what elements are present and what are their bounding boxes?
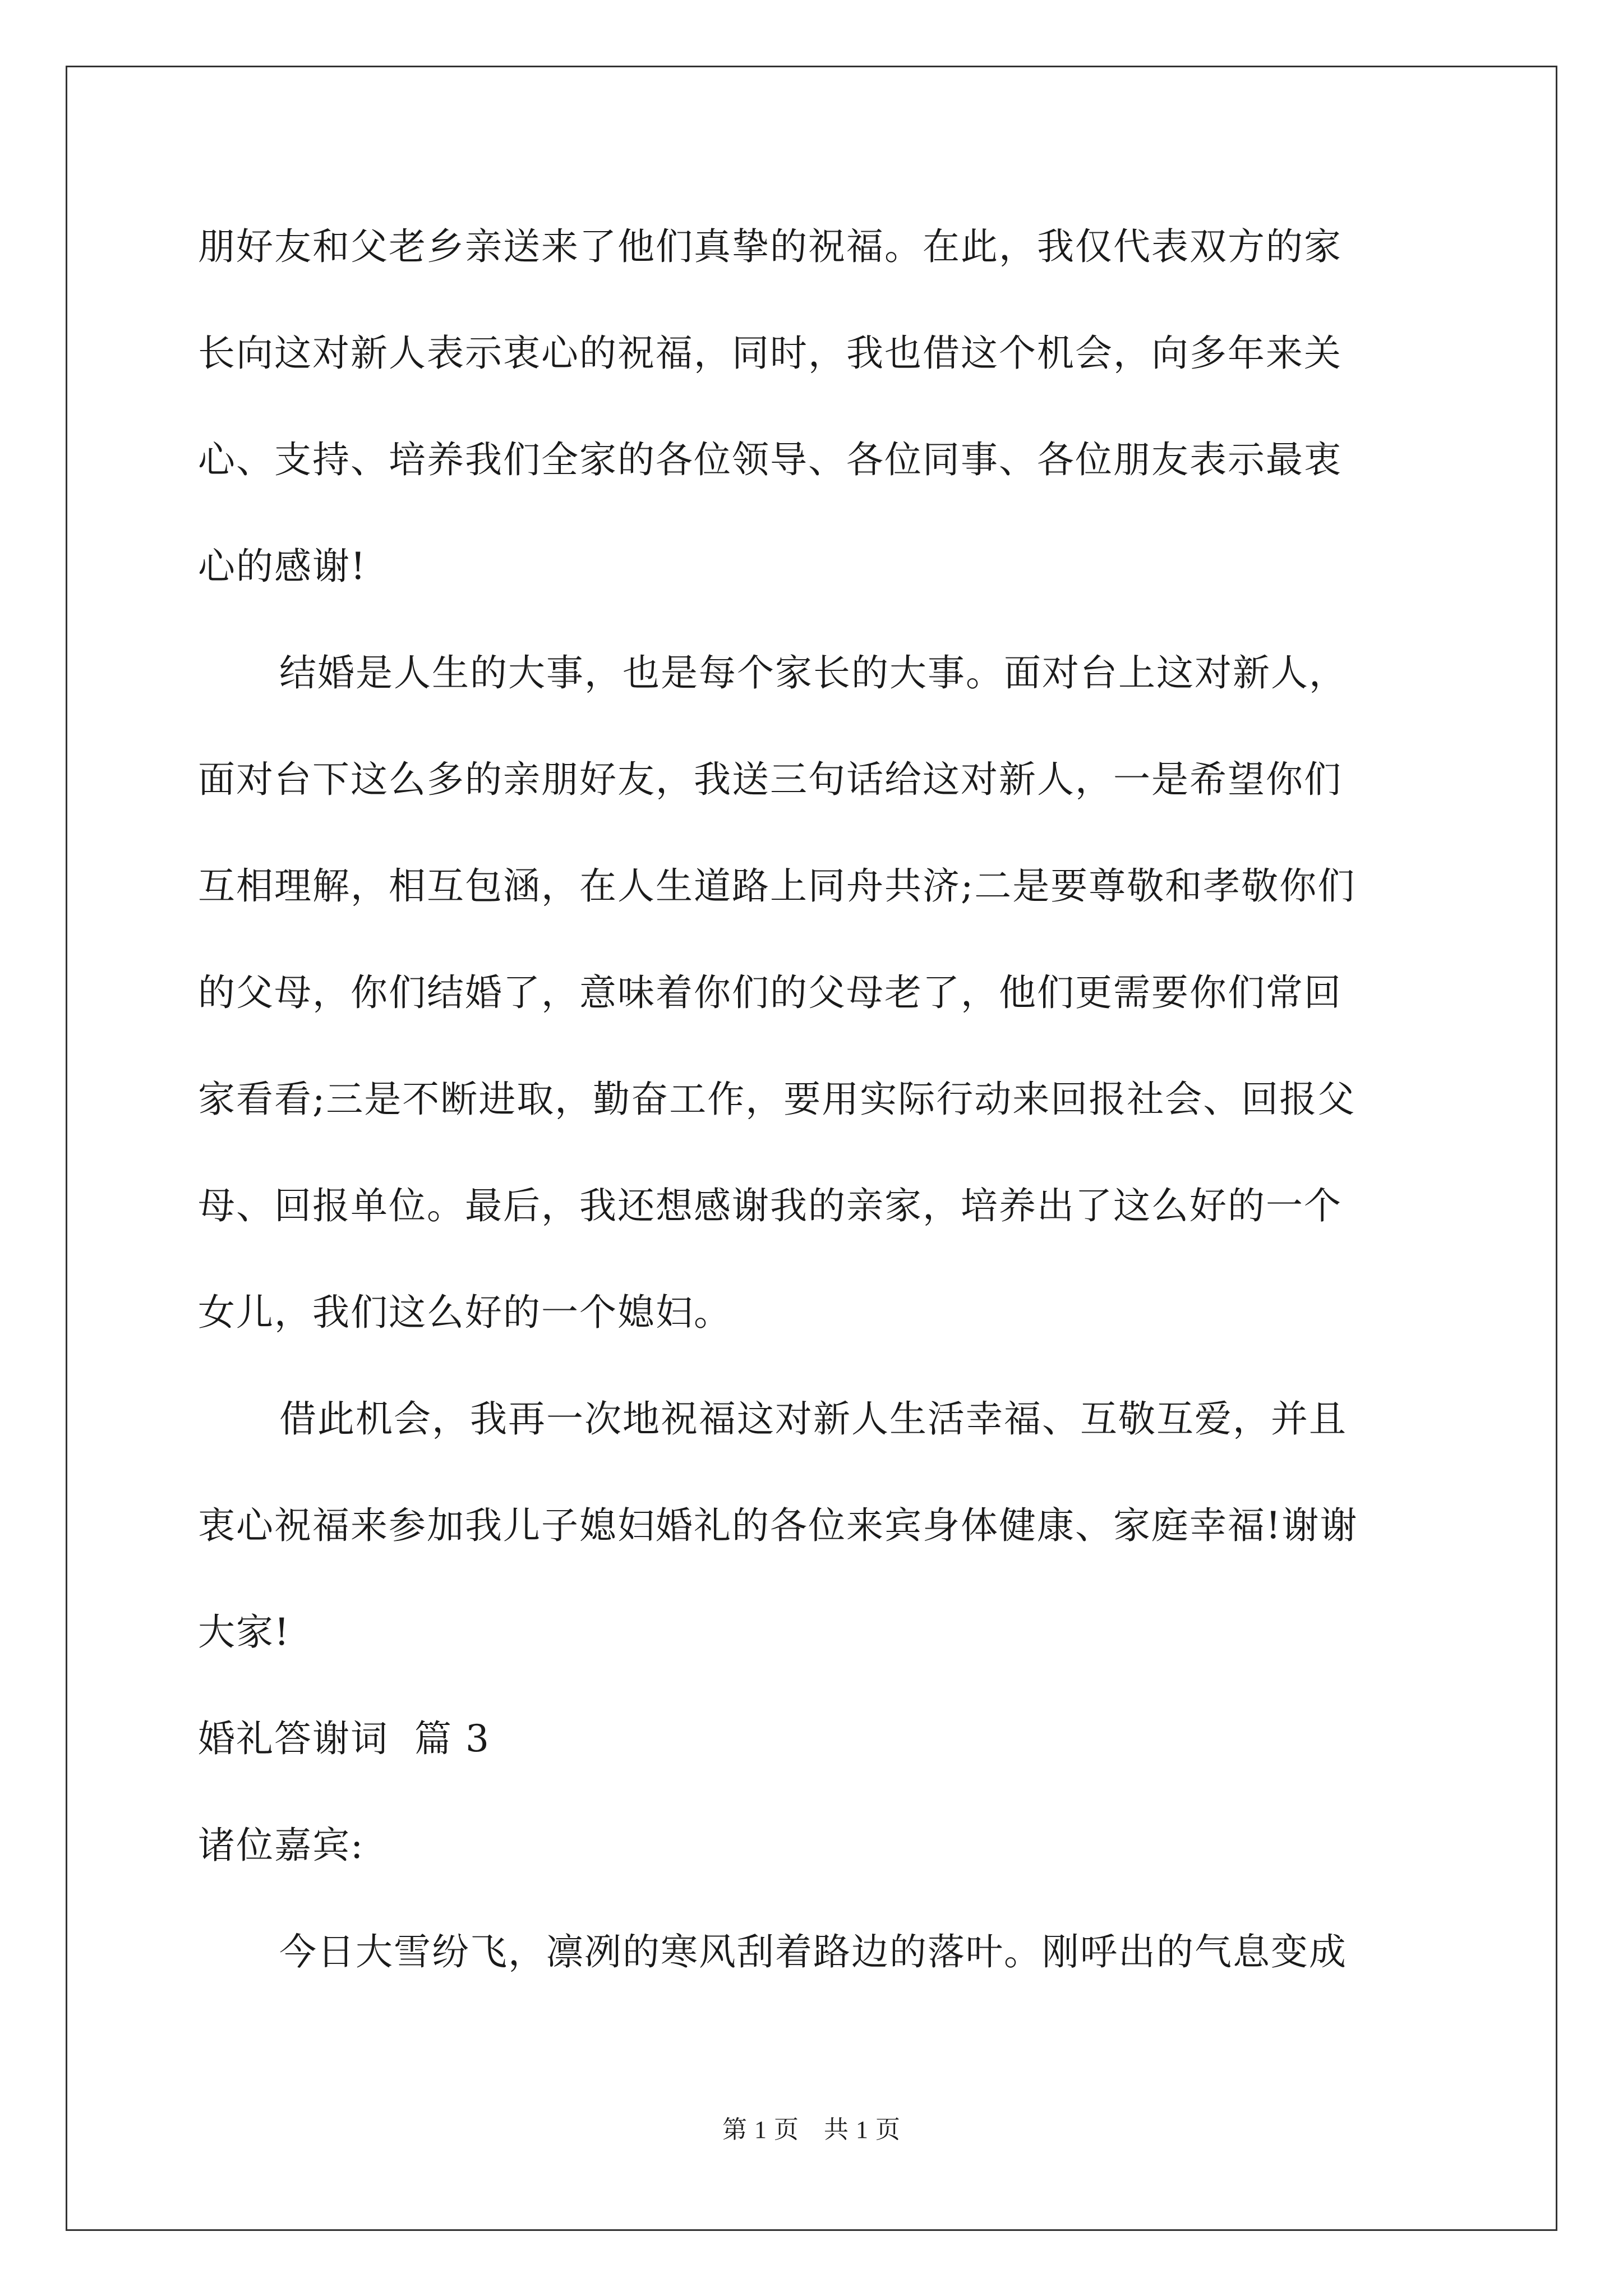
text-line: 结婚是人生的大事，也是每个家长的大事。面对台上这对新人， — [279, 651, 1347, 694]
text-line: 衷心祝福来参加我儿子媳妇婚礼的各位来宾身体健康、家庭幸福!谢谢 — [198, 1504, 1358, 1547]
page-total: 共 1 页 — [824, 2116, 901, 2143]
text-line: 互相理解，相互包涵，在人生道路上同舟共济;二是要尊敬和孝敬你们 — [198, 864, 1356, 908]
text-line: 长向这对新人表示衷心的祝福，同时，我也借这个机会，向多年来关 — [198, 332, 1342, 375]
text-line: 的父母，你们结婚了，意味着你们的父母老了，他们更需要你们常回 — [198, 971, 1342, 1014]
text-line: 家看看;三是不断进取，勤奋工作，要用实际行动来回报社会、回报父 — [198, 1078, 1356, 1121]
text-line: 心、支持、培养我们全家的各位领导、各位同事、各位朋友表示最衷 — [198, 438, 1342, 481]
section-heading: 婚礼答谢词 篇 3 — [198, 1717, 490, 1760]
text-line: 今日大雪纷飞，凛冽的寒风刮着路边的落叶。刚呼出的气息变成 — [279, 1930, 1347, 1973]
text-line: 女儿，我们这么好的一个媳妇。 — [198, 1291, 732, 1334]
text-line: 母、回报单位。最后，我还想感谢我的亲家，培养出了这么好的一个 — [198, 1184, 1342, 1227]
text-line: 面对台下这么多的亲朋好友，我送三句话给这对新人，一是希望你们 — [198, 758, 1342, 801]
page-number: 第 1 页 — [722, 2116, 799, 2143]
text-line: 心的感谢! — [198, 545, 367, 588]
text-line: 朋好友和父老乡亲送来了他们真挚的祝福。在此，我仅代表双方的家 — [198, 225, 1342, 268]
text-line: 借此机会，我再一次地祝福这对新人生活幸福、互敬互爱，并且 — [279, 1397, 1347, 1441]
salutation: 诸位嘉宾: — [198, 1824, 365, 1867]
text-line: 大家! — [198, 1611, 291, 1654]
page-footer — [0, 2109, 1623, 2145]
document-body — [198, 194, 1437, 2005]
